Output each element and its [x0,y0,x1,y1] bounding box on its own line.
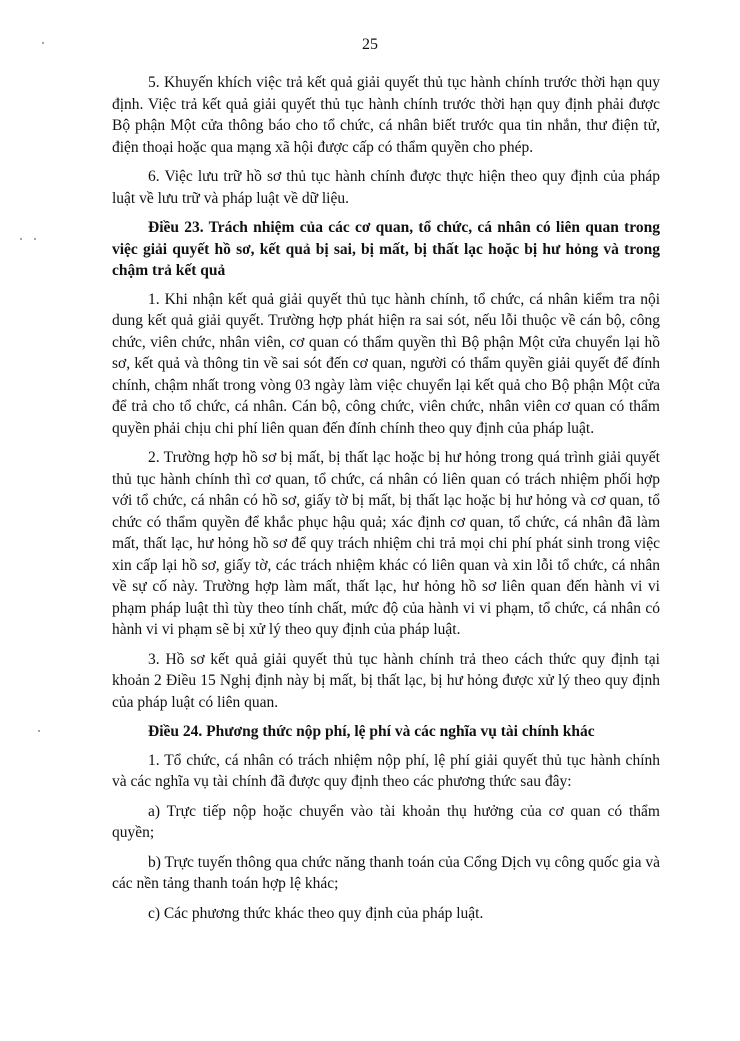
scan-speck [38,730,40,732]
article-24-clause-1: 1. Tổ chức, cá nhân có trách nhiệm nộp phí, lệ phí giải quyết thủ tục hành chính và các nghĩa vụ tài chính đã được quy định theo các phương thức sau đây: [112,751,660,790]
article-23-clause-2: 2. Trường hợp hồ sơ bị mất, bị thất lạc hoặc bị hư hỏng trong quá trình giải quyết thủ tục hành chính thì cơ quan, tổ chức, cá nhân có liên quan có trách nhiệm phối hợp với tổ chức, cá nhân có hồ sơ, giấy tờ bị mất, bị thất lạc hoặc bị hư hỏng và cơ quan, tổ chức có thẩm quyền để khắc phục hậu quả; xác định cơ quan, tổ chức, cá nhân đã làm mất, thất lạc, hư hỏng hồ sơ để quy trách nhiệm chi trả mọi chi phí phát sinh trong việc xin cấp lại hồ sơ, giấy tờ, các trách nhiệm khác có liên quan và xin lỗi tổ chức, cá nhân về sự cố này. Trường hợp làm mất, thất lạc, hư hỏng hồ sơ liên quan đến hành vi vi phạm pháp luật thì tùy theo tính chất, mức độ của hành vi vi phạm, tổ chức, cá nhân có hành vi vi phạm sẽ bị xử lý theo quy định của pháp luật. [112,449,660,638]
document-body [112,72,660,932]
article-24-point-b: b) Trực tuyến thông qua chức năng thanh toán của Cổng Dịch vụ công quốc gia và các nền tảng thanh toán hợp lệ khác; [112,853,660,892]
article-23-clause-3: 3. Hồ sơ kết quả giải quyết thủ tục hành chính trả theo cách thức quy định tại khoản 2 Điều 15 Nghị định này bị mất, bị thất lạc, bị hư hỏng được xử lý theo quy định của pháp luật có liên quan. [112,650,660,711]
paragraph-6: 6. Việc lưu trữ hồ sơ thủ tục hành chính được thực hiện theo quy định của pháp luật về lưu trữ và pháp luật về dữ liệu. [112,168,660,207]
article-24-point-a: a) Trực tiếp nộp hoặc chuyển vào tài khoản thụ hưởng của cơ quan có thẩm quyền; [112,802,660,841]
scan-speck [42,42,44,44]
article-24-heading: Điều 24. Phương thức nộp phí, lệ phí và các nghĩa vụ tài chính khác [148,723,595,740]
article-23-clause-1: 1. Khi nhận kết quả giải quyết thủ tục hành chính, tổ chức, cá nhân kiểm tra nội dung kết quả giải quyết. Trường hợp phát hiện ra sai sót, nếu lỗi thuộc về cán bộ, công chức, viên chức, nhân viên, cơ quan có thẩm quyền thì Bộ phận Một cửa chuyển lại hồ sơ, kết quả và thông tin về sai sót đến cơ quan, người có thẩm quyền giải quyết để đính chính, chậm nhất trong vòng 03 ngày làm việc chuyển lại kết quả cho Bộ phận Một cửa để trả cho tổ chức, cá nhân. Cán bộ, công chức, viên chức, nhân viên cơ quan có thẩm quyền phải chịu chi phí liên quan đến đính chính theo quy định của pháp luật. [112,290,660,437]
scan-speck [34,238,36,240]
page-number: 25 [362,36,378,53]
article-23-heading: Điều 23. Trách nhiệm của các cơ quan, tổ chức, cá nhân có liên quan trong việc giải quyết hồ sơ, kết quả bị sai, bị mất, bị thất lạc hoặc bị hư hỏng và trong chậm trả kết quả [112,219,660,279]
scan-speck [20,238,22,240]
article-24-point-c: c) Các phương thức khác theo quy định của pháp luật. [148,904,484,922]
paragraph-5: 5. Khuyến khích việc trả kết quả giải quyết thủ tục hành chính trước thời hạn quy định. Việc trả kết quả giải quyết thủ tục hành chính trước thời hạn quy định phải được Bộ phận Một cửa thông báo cho tổ chức, cá nhân biết trước qua tin nhắn, thư điện tử, điện thoại hoặc qua mạng xã hội được cấp có thẩm quyền cho phép. [112,74,660,156]
